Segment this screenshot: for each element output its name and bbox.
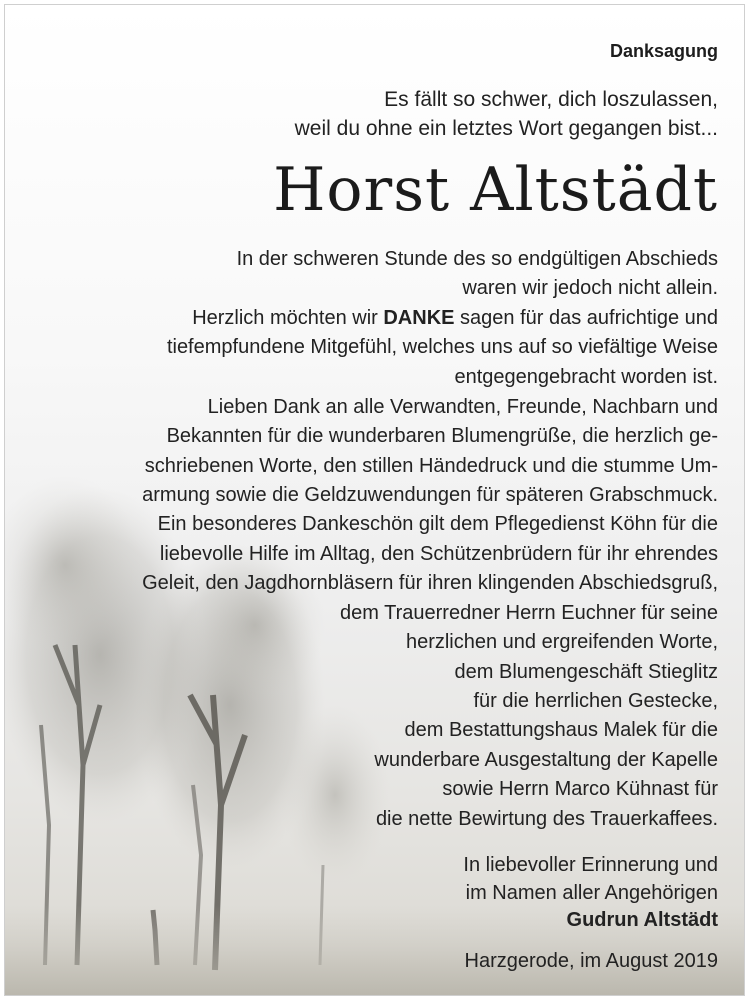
motto-line: Es fällt so schwer, dich loszulassen, (384, 88, 718, 111)
body-line: Bekannten für die wunderbaren Blumengrüße, die herzlich ge- (166, 425, 718, 447)
place-date: Harzgerode, im August 2019 (464, 950, 718, 972)
body-line: dem Blumengeschäft Stieglitz (454, 661, 718, 683)
closing-line: In liebevoller Erinnerung und (463, 854, 718, 876)
body-line: herzlichen und ergreifenden Worte, (405, 631, 718, 653)
body-text: Herzlich möchten wir (192, 307, 384, 329)
body-line: sowie Herrn Marco Kühnast für (442, 778, 718, 800)
body-line: dem Trauerredner Herrn Euchner für seine (340, 602, 718, 624)
body-line: dem Bestattungshaus Malek für die (404, 719, 718, 741)
body-text: sagen für das aufrichtige und (454, 307, 718, 329)
body-line: tiefempfundene Mitgefühl, welches uns auf so viefältige Weise (166, 336, 718, 358)
deceased-name: Horst Altstädt (273, 155, 718, 225)
body-line: wunderbare Ausgestaltung der Kapelle (374, 749, 718, 771)
body-line: Ein besonderes Dankeschön gilt dem Pflegedienst Köhn für die (157, 513, 718, 535)
body-line: schriebenen Worte, den stillen Händedruck und die stumme Um- (144, 455, 718, 477)
body-line: die nette Bewirtung des Trauerkaffees. (375, 808, 718, 830)
body-line: Lieben Dank an alle Verwandten, Freunde, Nachbarn und (207, 396, 718, 418)
body-line (192, 307, 718, 330)
signature: Gudrun Altstädt (566, 909, 718, 931)
body-line: liebevolle Hilfe im Alltag, den Schützenbrüdern für ihr ehrendes (159, 543, 718, 565)
danke-emphasis: DANKE (383, 307, 455, 329)
body-line: entgegengebracht worden ist. (454, 366, 718, 388)
notice-frame (4, 4, 745, 996)
body-line: waren wir jedoch nicht allein. (462, 277, 718, 299)
closing-line: im Namen aller Angehörigen (465, 882, 718, 904)
body-line: Geleit, den Jagdhornbläsern für ihren klingenden Abschiedsgruß, (142, 572, 718, 594)
body-line: armung sowie die Geldzuwendungen für späteren Grabschmuck. (142, 484, 718, 506)
heading: Danksagung (609, 41, 718, 61)
body-line: In der schweren Stunde des so endgültigen Abschieds (236, 248, 718, 270)
body-line: für die herrlichen Gestecke, (473, 690, 718, 712)
motto-line: weil du ohne ein letztes Wort gegangen bist... (294, 117, 718, 140)
